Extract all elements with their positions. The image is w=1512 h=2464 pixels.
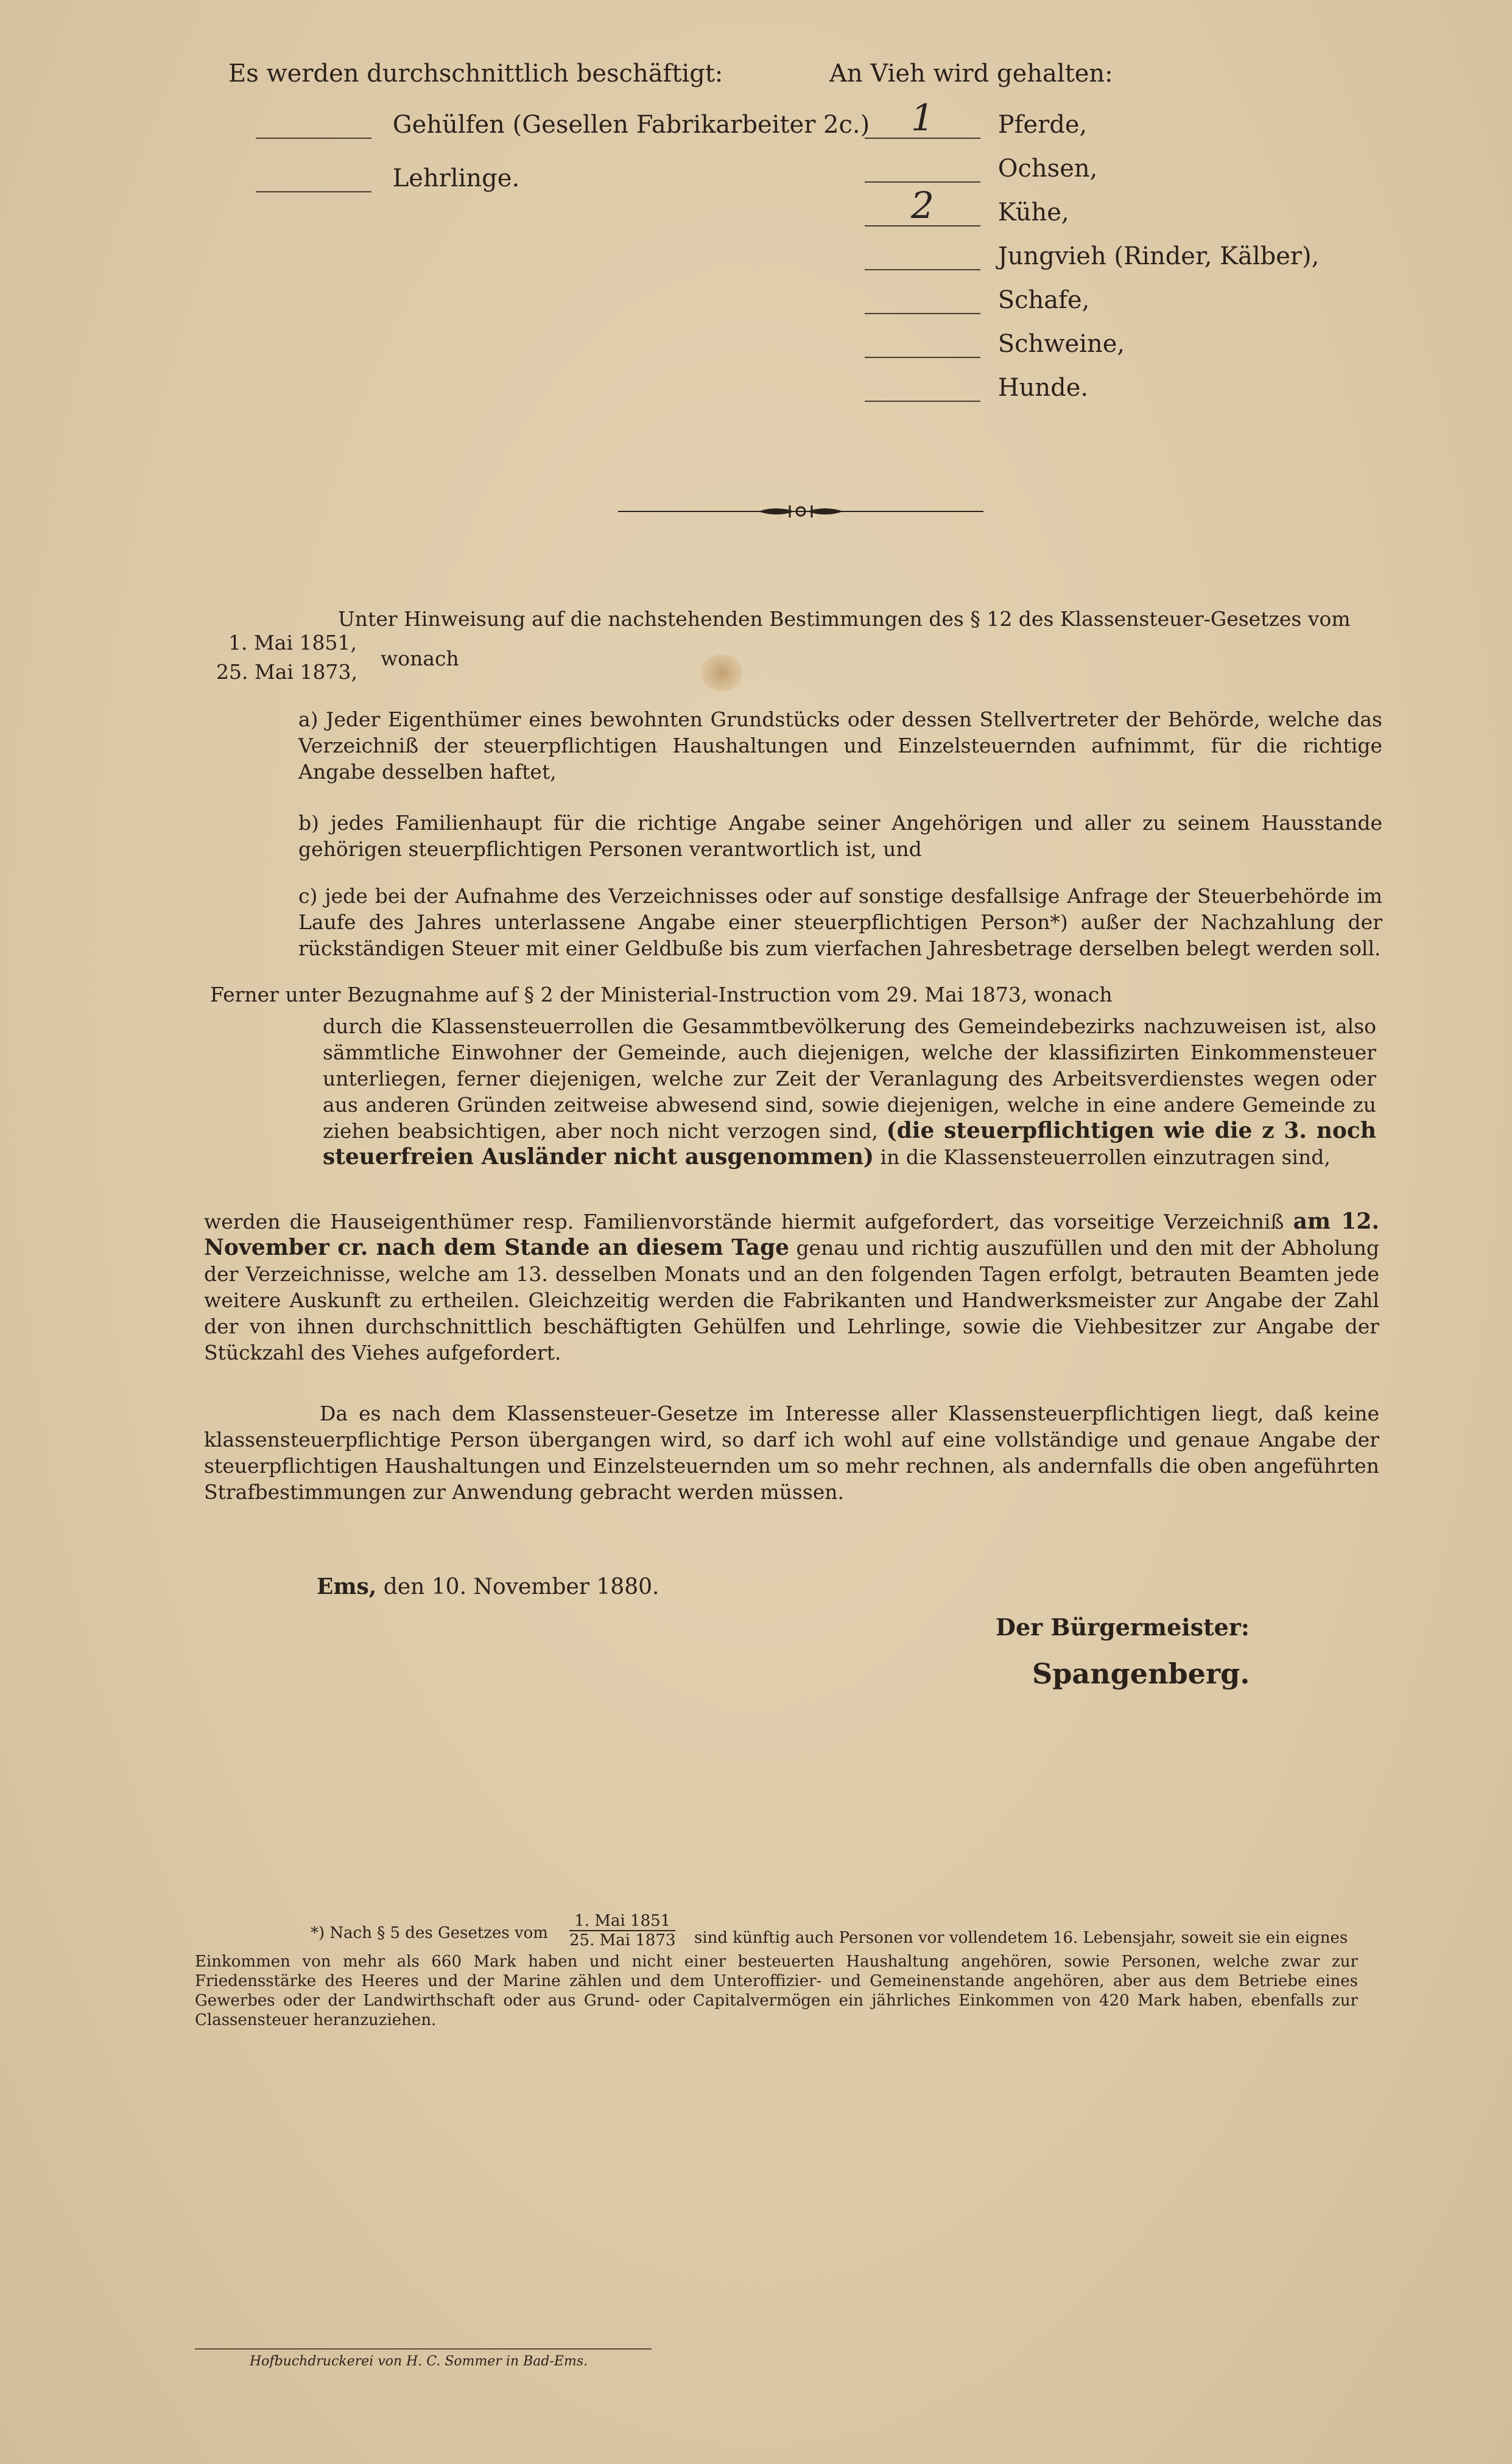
ferner-lead: Ferner unter Bezugnahme auf § 2 der Ministerial-Instruction vom 29. Mai 1873, wonach: [210, 983, 1113, 1006]
row-label: Kühe,: [997, 198, 1069, 226]
blank-line[interactable]: [865, 245, 980, 270]
livestock-heading: An Vieh wird gehalten:: [829, 60, 1113, 88]
row-label: Ochsen,: [997, 155, 1098, 183]
blank-line[interactable]: 2: [865, 201, 980, 226]
item-b: b) jedes Familienhaupt für die richtige Angabe seiner Angehörigen und aller zu seinem Hausstande gehörigen steuerpflichtigen Personen verantwortlich ist, und: [298, 811, 1382, 861]
workers-heading: Es werden durchschnittlich beschäftigt:: [228, 60, 723, 88]
row-label: Schafe,: [997, 286, 1090, 314]
da-text: Da es nach dem Klassensteuer-Gesetze im Interesse aller Klassensteuerpflichtigen liegt, daß keine klassensteuerpflichtige Person übergangen wird, so darf ich wohl auf eine vollständige und genaue Angabe der steuerpflichtigen Haushaltungen und Einzelsteuernden um so mehr rechnen, als andernfalls die oben angeführten Strafbestimmungen zur Anwendung gebracht werden müssen.: [204, 1402, 1379, 1504]
ornament-divider-icon: [618, 499, 983, 524]
row-label: Gehülfen (Gesellen Fabrikarbeiter 2c.): [392, 111, 870, 139]
blank-line[interactable]: [865, 332, 980, 358]
livestock-row: [865, 97, 1088, 139]
werden-text: werden die Hauseigenthümer resp. Familienvorstände hiermit aufgefordert, das vorseitige Verzeichniß am 12. November cr. nach dem Stande an diesem Tage genau und richtig auszufüllen und den mit der Abholung der Verzeichnisse, welche am 13. desselben Monats und an den folgenden Tagen erfolgt, betrauten Beamten jede weitere Auskunft zu ertheilen. Gleichzeitig werden die Fabrikanten und Handwerksmeister zur Angabe der Zahl der von ihnen durchschnittlich beschäftigten Gehülfen und Lehrlinge, sowie die Viehbesitzer zur Angabe der Stückzahl des Viehes aufgefordert.: [204, 1209, 1380, 1364]
intro-text: Unter Hinweisung auf die nachstehenden Bestimmungen des § 12 des Klassensteuer-Gesetzes vom: [338, 607, 1351, 631]
blank-line[interactable]: 1: [865, 113, 980, 139]
row-label: Lehrlinge.: [392, 164, 520, 192]
footnote-text-2: Einkommen von mehr als 660 Mark haben und nicht einer besteuerten Haushaltung angehören, sowie Personen, welche zwar zur Friedensstärke des Heeres und der Marine zählen und dem Unteroffizier- und Gemeinenstande angehören, aber aus dem Betriebe eines Gewerbes oder der Landwirthschaft oder aus Grund- oder Capitalvermögen ein jährliches Einkommen von 420 Mark haben, ebenfalls zur Classensteuer heranzuziehen.: [195, 1953, 1358, 2029]
ferner-text: durch die Klassensteuerrollen die Gesammtbevölkerung des Gemeindebezirks nachzuweisen ist, also sämmtliche Einwohner der Gemeinde, auch diejenigen, welche der klassifizirten Einkommensteuer unterliegen, ferner diejenigen, welche zur Zeit der Veranlagung des Arbeitsverdienstes wegen oder aus anderen Gründen zeitweise abwesend sind, sowie diejenigen, welche in eine andere Gemeinde zu ziehen beabsichtigen, aber noch nicht verzogen sind, (die steuerpflichtigen wie die z 3. noch steuerfreien Ausländer nicht ausgenommen) in die Klassensteuerrollen einzutragen sind,: [323, 1014, 1376, 1170]
ferner-bold: (die steuerpflichtigen wie die z 3. noch steuerfreien Ausländer nicht ausgenommen): [323, 1118, 1376, 1170]
footnote-lead: *) Nach § 5 des Gesetzes vom: [311, 1924, 548, 1942]
wonach-text: wonach: [381, 647, 459, 670]
workers-row: [256, 111, 870, 139]
place: Ems,: [317, 1574, 377, 1599]
blank-line[interactable]: [865, 376, 980, 402]
werden-bold: am 12. November cr. nach dem Stande an diesem Tage: [204, 1209, 1379, 1260]
signatory-title: Der Bürgermeister:: [996, 1613, 1250, 1641]
paper-stain: [700, 655, 743, 691]
item-a: a) Jeder Eigenthümer eines bewohnten Grundstücks oder dessen Stellvertreter der Behörde, welche das Verzeichniß der steuerpflichtigen Haushaltungen und Einzelsteuernden aufnimmt, für die richtige Angabe desselben haftet,: [298, 707, 1382, 784]
law-date-bottom: 25. Mai 1873,: [216, 660, 357, 684]
row-label: Jungvieh (Rinder, Kälber),: [997, 242, 1320, 270]
footnote-text-1: sind künftig auch Personen vor vollendetem 16. Lebensjahr, soweit sie ein eignes: [694, 1929, 1348, 1947]
blank-line[interactable]: [256, 167, 371, 192]
signatory-name: Spangenberg.: [1032, 1657, 1250, 1690]
footnote-date-fraction: 1. Mai 1851 25. Mai 1873: [569, 1912, 676, 1950]
livestock-row: [865, 242, 1319, 270]
row-label: Schweine,: [997, 330, 1125, 358]
printer-rule: [195, 2348, 652, 2350]
blank-line[interactable]: [865, 289, 980, 314]
livestock-row: [865, 286, 1089, 314]
livestock-row: [865, 184, 1069, 227]
livestock-row: [865, 374, 1088, 402]
law-date-top: 1. Mai 1851,: [228, 631, 357, 655]
item-c: c) jede bei der Aufnahme des Verzeichnisses oder auf sonstige desfallsige Anfrage der Steuerbehörde im Laufe des Jahres unterlassene Angabe einer steuerpflichtigen Person*) außer der Nachzahlung der rückständigen Steuer mit einer Geldbuße bis zum vierfachen Jahresbetrage derselben belegt werden soll.: [298, 884, 1382, 960]
row-label: Pferde,: [997, 111, 1088, 139]
livestock-row: [865, 155, 1097, 183]
row-label: Hunde.: [997, 374, 1089, 402]
place-date: [317, 1574, 659, 1599]
printer-imprint: Hofbuchdruckerei von H. C. Sommer in Bad-Ems.: [250, 2354, 588, 2369]
workers-row: [256, 164, 519, 192]
livestock-row: [865, 330, 1125, 358]
blank-line[interactable]: [865, 157, 980, 183]
blank-line[interactable]: [256, 113, 371, 139]
date: den 10. November 1880.: [383, 1574, 659, 1599]
